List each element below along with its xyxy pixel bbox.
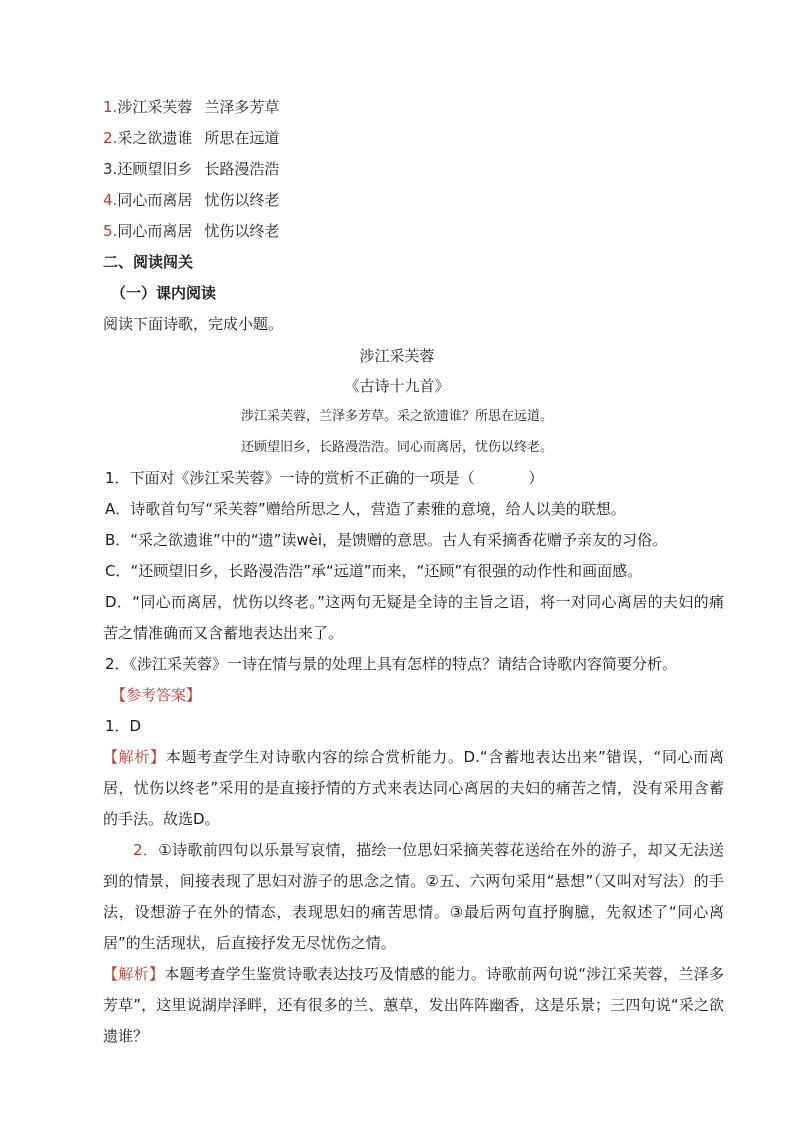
answer-text-part1: 还顾望旧乡 bbox=[117, 160, 193, 178]
instruction: 阅读下面诗歌，完成小题。 bbox=[103, 315, 284, 333]
option-d: D．“同心而离居，忧伤以终老。”这两句无疑是全诗的主旨之语，将一对同心离居的夫妇的痛苦之情准确而又含蓄地表达出来了。 bbox=[103, 593, 724, 642]
answer-text-part2: 长路漫浩浩 bbox=[204, 160, 280, 178]
option-a: A．诗歌首句写“采芙蓉”赠给所思之人，营造了素雅的意境，给人以美的联想。 bbox=[105, 500, 626, 518]
answer-1: 1．D bbox=[105, 717, 142, 735]
poem-line-2: 还顾望旧乡，长路漫浩浩。同心而离居，忧伤以终老。 bbox=[240, 440, 553, 455]
answer-text-part2: 兰泽多芳草 bbox=[204, 98, 280, 116]
question-1-stem-close: ） bbox=[528, 469, 544, 487]
answer-number: 4. bbox=[103, 191, 118, 209]
analysis-2-text: 本题考查学生鉴赏诗歌表达技巧及情感的能力。诗歌前两句说“涉江采芙蓉，兰泽多芳草”，这里说湖岸泽畔，还有很多的兰、蕙草，发出阵阵幽香，这是乐景；三四句说“采之欲遗谁？ bbox=[103, 965, 724, 1045]
answer-line-1 bbox=[103, 92, 724, 123]
answer-line-5 bbox=[103, 216, 724, 247]
poem-title: 涉江采芙蓉 bbox=[359, 347, 435, 365]
analysis-label: 【解析】 bbox=[103, 965, 165, 983]
sub-title: （一）课内阅读 bbox=[111, 284, 217, 302]
question-1-stem bbox=[103, 463, 724, 494]
answer-text-part2: 忧伤以终老 bbox=[204, 222, 280, 240]
answer-number: 2. bbox=[103, 129, 118, 147]
option-b: B．“采之欲遗谁”中的“遗”读wèi，是馈赠的意思。古人有采摘香花赠予亲友的习俗。 bbox=[105, 531, 668, 549]
section-title: 二、阅读闯关 bbox=[103, 253, 194, 271]
question-1-stem-text: 1．下面对《涉江采芙蓉》一诗的赏析不正确的一项是（ bbox=[105, 469, 475, 487]
poem-source: 《古诗十九首》 bbox=[344, 377, 450, 395]
answer-text-part1: 同心而离居 bbox=[117, 191, 193, 209]
answer-text-part1: 涉江采芙蓉 bbox=[117, 98, 193, 116]
poem-line-1: 涉江采芙蓉，兰泽多芳草。采之欲遗谁？所思在远道。 bbox=[240, 409, 553, 424]
answer-line-4 bbox=[103, 185, 724, 216]
question-2-stem: 2．《涉江采芙蓉》一诗在情与景的处理上具有怎样的特点？请结合诗歌内容简要分析。 bbox=[105, 655, 678, 673]
answer-text-part2: 所思在远道 bbox=[204, 129, 280, 147]
analysis-1-text: 本题考查学生对诗歌内容的综合赏析能力。D.“含蓄地表达出来”错误，“同心而离居，忧伤以终老”采用的是直接抒情的方式来表达同心离居的夫妇的痛苦之情，没有采用含蓄的手法。故选D。 bbox=[103, 748, 724, 828]
answer-line-2 bbox=[103, 123, 724, 154]
answer-number: 3. bbox=[103, 160, 118, 178]
analysis-2 bbox=[103, 959, 724, 1052]
answer-text-part1: 同心而离居 bbox=[117, 222, 193, 240]
answer-2 bbox=[103, 835, 724, 959]
answer-2-text: ①诗歌前四句以乐景写哀情，描绘一位思妇采摘芙蓉花送给在外的游子，却又无法送到的情景，间接表现了思妇对游子的思念之情。②五、六两句采用“悬想”（又叫对写法）的手法，设想游子在外的情态，表现思妇的痛苦思情。③最后两句直抒胸臆，先叙述了“同心离居”的生活现状，后直接抒发无尽忧伤之情。 bbox=[103, 841, 725, 952]
answer-text-part1: 采之欲遗谁 bbox=[117, 129, 193, 147]
answer-text-part2: 忧伤以终老 bbox=[204, 191, 280, 209]
analysis-label: 【解析】 bbox=[103, 748, 166, 766]
analysis-1 bbox=[103, 742, 724, 835]
answer-line-3 bbox=[103, 154, 724, 185]
reference-answer-label: 【参考答案】 bbox=[111, 686, 202, 704]
option-c: C．“还顾望旧乡，长路漫浩浩”承“远道”而来，“还顾”有很强的动作性和画面感。 bbox=[105, 562, 643, 580]
answer-number: 1. bbox=[103, 98, 118, 116]
answer-2-number: 2． bbox=[133, 841, 159, 859]
answer-number: 5. bbox=[103, 222, 118, 240]
